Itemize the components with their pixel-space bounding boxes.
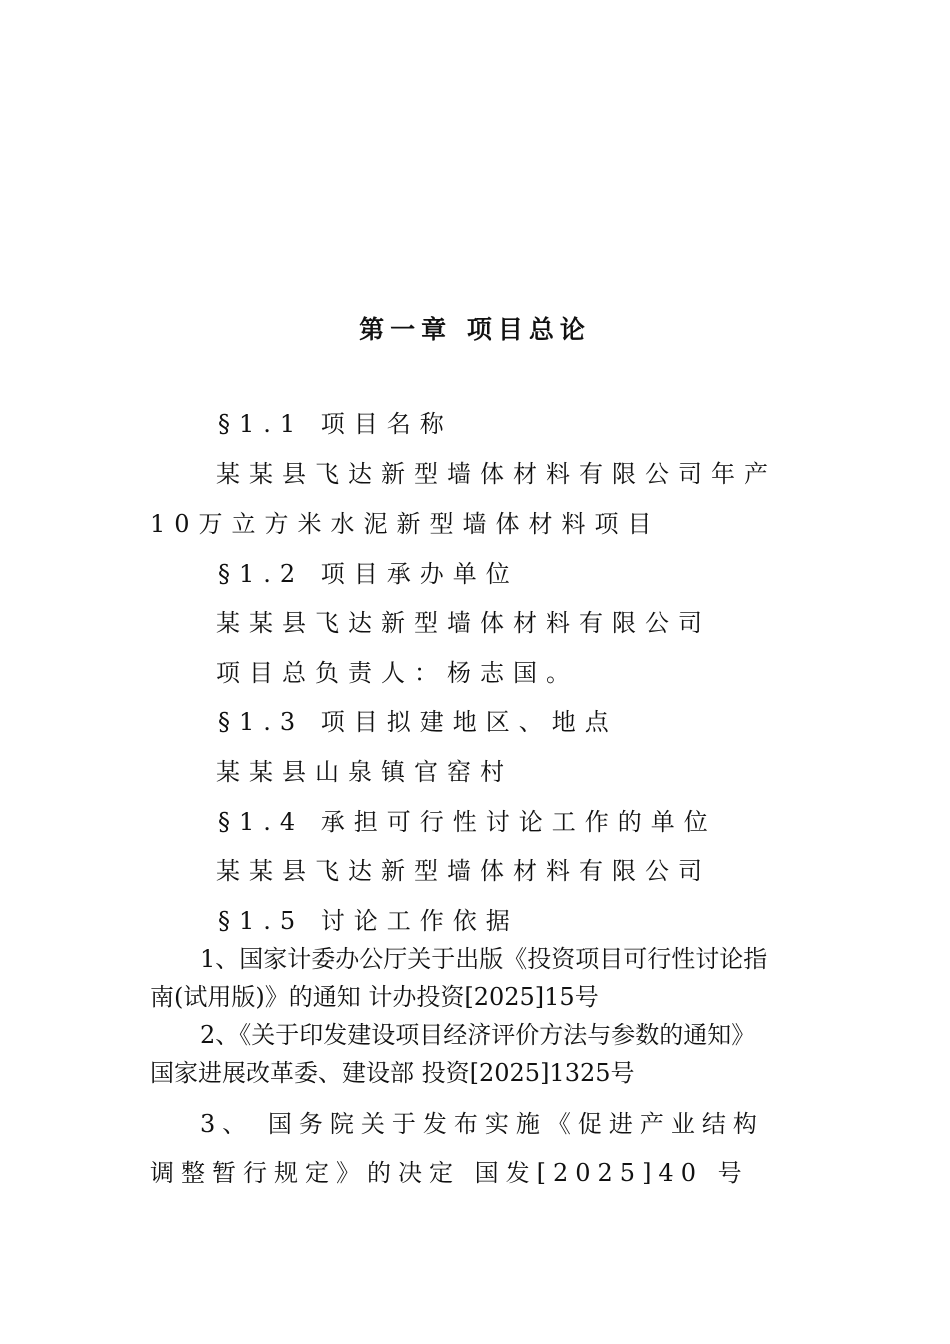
sponsor-company: 某某县飞达新型墙体材料有限公司 (216, 609, 711, 637)
project-leader: 项目总负责人：杨志国。 (216, 659, 579, 687)
reference-2-line-2: 国家进展改革委、建设部 投资[2025]1325号 (150, 1059, 635, 1087)
reference-2-line-1: 2、《关于印发建设项目经济评价方法与参数的通知》 (200, 1021, 756, 1049)
reference-3-line-1: 3、 国务院关于发布实施《促进产业结构 (200, 1110, 764, 1138)
section-heading-1-4: §1.4 承担可行性讨论工作的单位 (218, 808, 717, 836)
reference-1-line-1: 1、国家计委办公厅关于出版《投资项目可行性讨论指 (200, 945, 768, 973)
chapter-title: 第一章 项目总论 (359, 315, 591, 344)
reference-1-line-2: 南(试用版)》的通知 计办投资[2025]15号 (150, 983, 599, 1011)
reference-3-line-2: 调整暂行规定》的决定 国发[2025]40 号 (150, 1159, 749, 1187)
section-heading-1-3: §1.3 项目拟建地区、地点 (218, 708, 618, 736)
section-heading-1-2: §1.2 项目承办单位 (218, 560, 519, 588)
project-name-line-2: 10万立方米水泥新型墙体材料项目 (150, 510, 661, 538)
project-name-line-1: 某某县飞达新型墙体材料有限公司年产 (216, 460, 777, 488)
section-heading-1-5: §1.5 讨论工作依据 (218, 907, 519, 935)
project-location: 某某县山泉镇官窑村 (216, 758, 513, 786)
research-unit: 某某县飞达新型墙体材料有限公司 (216, 857, 711, 885)
section-heading-1-1: §1.1 项目名称 (218, 410, 453, 438)
